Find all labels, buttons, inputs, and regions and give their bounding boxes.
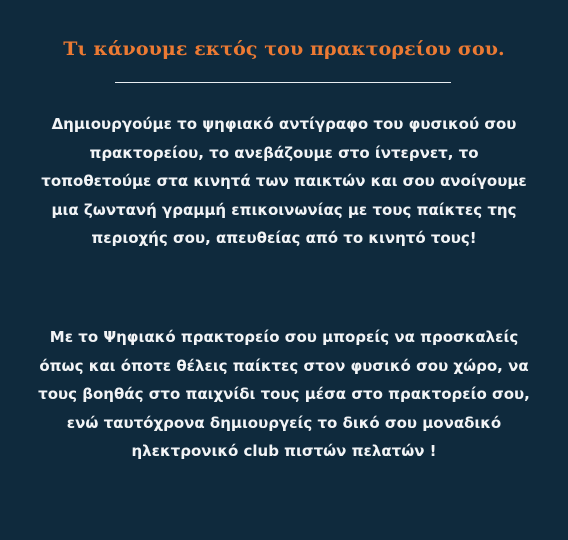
section-heading: Τι κάνουμε εκτός του πρακτορείου σου.	[63, 38, 505, 60]
paragraph-line: πρακτορείου, το ανεβάζουμε στο ίντερνετ, το	[89, 143, 479, 162]
paragraph-line: περιοχής σου, απευθείας από το κινητό τους!	[91, 229, 477, 247]
paragraph-line: τους βοηθάς στο παιχνίδι τους μέσα στο πρακτορείο σου,	[38, 385, 530, 403]
paragraph-line: ηλεκτρονικό club πιστών πελατών !	[131, 442, 437, 460]
intro-paragraph	[30, 110, 538, 253]
next-section-heading-partial	[0, 529, 568, 540]
paragraph-line: μια ζωντανή γραμμή επικοινωνίας με τους παίκτες της	[51, 200, 517, 219]
paragraph-line: Δημιουργούμε το ψηφιακό αντίγραφο του φυσικού σου	[51, 115, 517, 133]
paragraph-line: όπως και όποτε θέλεις παίκτες στον φυσικό σου χώρο, να	[39, 356, 529, 375]
paragraph-line: τοποθετούμε στα κινητά των παικτών και σου ανοίγουμε	[41, 172, 527, 190]
paragraph-line: ενώ ταυτόχρονα δημιουργείς το δικό σου μοναδικό	[66, 413, 502, 432]
paragraph-line: Με το Ψηφιακό πρακτορείο σου μπορείς να προσκαλείς	[49, 328, 519, 346]
digital-agency-paragraph	[30, 323, 538, 466]
heading-divider	[115, 82, 451, 83]
